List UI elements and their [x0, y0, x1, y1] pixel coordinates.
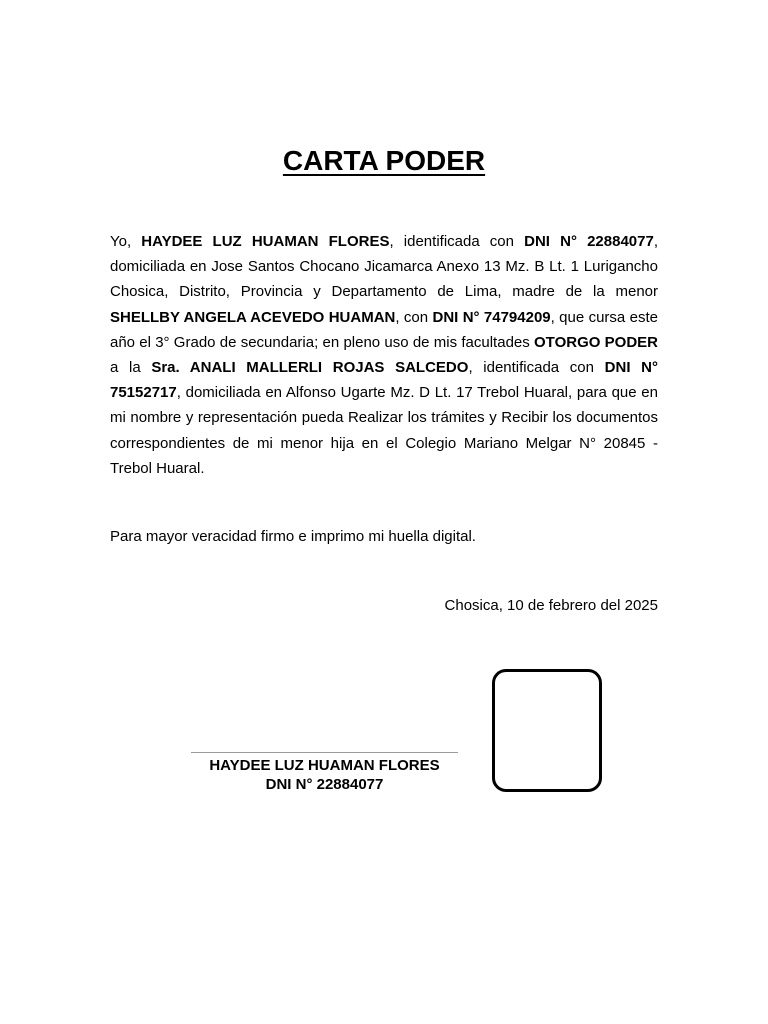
- text-segment: , con: [395, 308, 433, 326]
- grantor-name: HAYDEE LUZ HUAMAN FLORES: [141, 233, 390, 250]
- body-paragraph: [110, 229, 658, 481]
- grantor-dni: DNI N° 22884077: [524, 233, 654, 250]
- document-title: CARTA PODER: [282, 145, 486, 176]
- minor-name: SHELLBY ANGELA ACEVEDO HUAMAN: [110, 308, 396, 326]
- signer-dni: DNI N° 22884077: [265, 776, 384, 793]
- text-segment: , domiciliada en Jose Santos Chocano Jicamarca Anexo 13 Mz. B Lt. 1 Lurigancho Chosica, Distrito, Provincia y Departamento de Lima, madre de la menor: [110, 233, 658, 301]
- attorney-name: Sra. ANALI MALLERLI ROJAS SALCEDO: [151, 359, 469, 377]
- date-line: Chosica, 10 de febrero del 2025: [444, 597, 658, 614]
- text-segment: a la: [110, 359, 152, 377]
- grant-phrase: OTORGO PODER: [534, 333, 659, 351]
- text-segment: , domiciliada en Alfonso Ugarte Mz. D Lt. 17 Trebol Huaral, para que en mi nombre y representación pueda Realizar los trámites y Recibir los documentos correspondientes de mi menor hija en el Colegio Mariano Melgar N° 20845 - Trebol Huaral.: [110, 384, 658, 477]
- text-segment: , que cursa este año el 3° Grado de secundaria; en pleno uso de mis facultades: [110, 308, 658, 351]
- closing-statement: Para mayor veracidad firmo e imprimo mi huella digital.: [110, 528, 476, 545]
- fingerprint-box: [492, 669, 602, 792]
- text-segment: Yo,: [110, 233, 142, 250]
- attorney-dni: DNI N° 75152717: [110, 359, 658, 402]
- signer-name: HAYDEE LUZ HUAMAN FLORES: [209, 757, 440, 774]
- minor-dni: DNI N° 74794209: [432, 308, 551, 326]
- text-segment: , identificada con: [389, 233, 525, 250]
- signature-line: [191, 752, 458, 753]
- text-segment: , identificada con: [468, 359, 605, 377]
